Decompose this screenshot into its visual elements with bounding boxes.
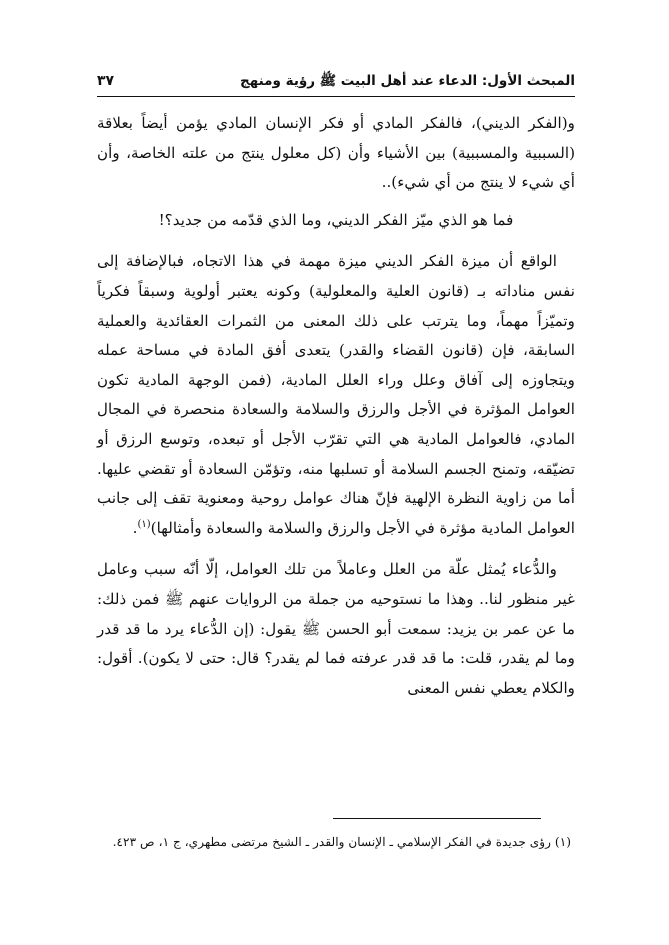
paragraph [97, 247, 575, 543]
paragraph-end: . [132, 518, 138, 537]
footnotes [97, 830, 571, 854]
footnote-reference: (١) [137, 518, 151, 530]
footnote: (١) رؤى جديدة في الفكر الإسلامي ـ الإنسان والقدر ـ الشيخ مرتضى مطهري، ج ١، ص ٤٢٣. [112, 835, 571, 849]
body-text [97, 109, 575, 703]
paragraph-text: الواقع أن ميزة الفكر الديني ميزة مهمة في هذا الاتجاه، فبالإضافة إلى نفس مناداته بـ (قانون العلية والمعلولية) وكونه يعتبر أولوية وسبقاً فكرياً وتميّزاً مهماً، وما يترتب على ذلك المعنى من الثمرات العقائدية والعملية السابقة، فإن (قانون القضاء والقدر) يتعدى أفق المادة في مساحة عمله ويتجاوزه إلى آفاق وعلل وراء العلل المادية، (فمن الوجهة المادية تكون العوامل المؤثرة في الأجل والرزق والسلامة والسعادة منحصرة في المجال المادي، فالعوامل المادية هي التي تقرّب الأجل أو تبعده، وتوسع الرزق أو تضيّقه، وتمنح الجسم السلامة أو تسلبها منه، وتؤمّن السعادة أو تقضي عليها. أما من زاوية النظرة الإلهية فإنّ هناك عوامل روحية ومعنوية تقف إلى جانب العوامل المادية مؤثرة في الأجل والرزق والسلامة والسعادة وأمثالها) [97, 252, 575, 537]
question-line: فما هو الذي ميّز الفكر الديني، وما الذي قدّمه من جديد؟! [158, 210, 514, 229]
chapter-title: المبحث الأول: الدعاء عند أهل البيت ﷺ رؤية ومنهج [240, 73, 575, 89]
footnote-separator [333, 818, 541, 819]
paragraph: و(الفكر الديني)، فالفكر المادي أو فكر الإنسان المادي يؤمن أيضاً بعلاقة (السببية والمسببية) بين الأشياء وأن (كل معلول ينتج من علته الخاصة، وأن أي شيء لا ينتج من أي شيء).. [97, 114, 575, 192]
page-number: ٣٧ [97, 73, 115, 89]
book-page [97, 66, 575, 703]
paragraph: والدُّعاء يُمثل علّة من العلل وعاملاً من تلك العوامل، إلّا أنّه سبب وعامل غير منظور لنا.. وهذا ما نستوحيه من جملة من الروايات عنهم ﷺ فمن ذلك: ما عن عمر بن يزيد: سمعت أبو الحسن ﷺ يقول: (إن الدُّعاء يرد ما قد قدر وما لم يقدر، قلت: ما قد قدر عرفته فما لم يقدر؟ قال: حتى لا يكون). أقول: والكلام يعطي نفس المعنى [97, 560, 575, 697]
running-header [97, 66, 575, 97]
